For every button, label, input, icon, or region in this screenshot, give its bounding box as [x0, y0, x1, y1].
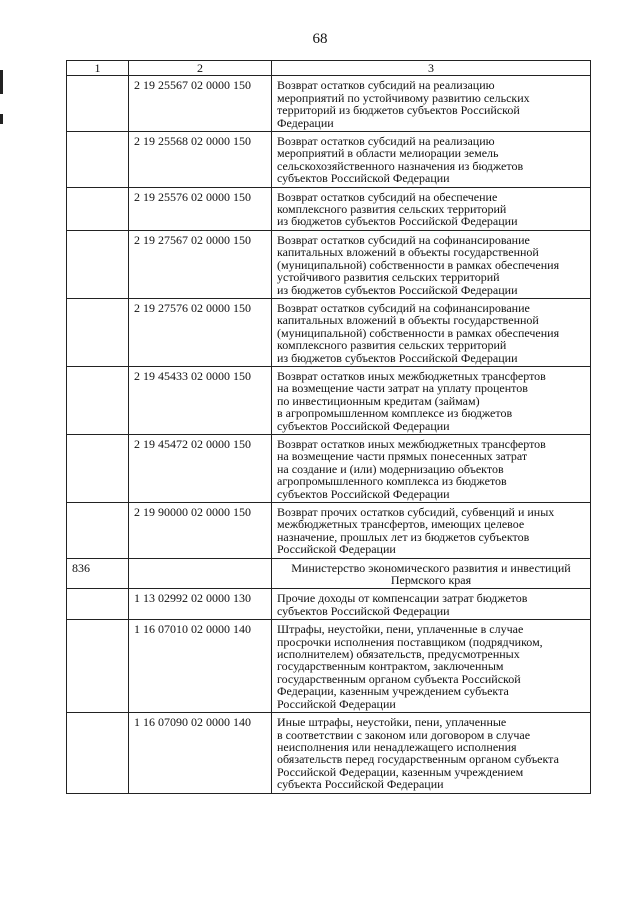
description-line: из бюджетов субъектов Российской Федерации — [277, 282, 518, 297]
description-line: (муниципальной) собственности в рамках обеспечения — [277, 325, 560, 340]
description-line: государственным контрактом, заключенным — [277, 659, 504, 674]
description-line: субъектов Российской Федерации — [277, 603, 450, 618]
budget-code-cell: 2 19 90000 02 0000 150 — [129, 503, 272, 559]
admin-code-cell — [67, 434, 129, 502]
admin-code-cell — [67, 713, 129, 793]
description-line: государственным органом субъекта Российской — [277, 671, 521, 686]
budget-codes-table — [66, 60, 591, 794]
description-cell — [272, 589, 591, 620]
table-header-row — [67, 61, 591, 76]
description-line: Возврат остатков иных межбюджетных трансфертов — [277, 436, 546, 451]
budget-code-cell: 1 13 02992 02 0000 130 — [129, 589, 272, 620]
admin-code-cell — [67, 76, 129, 132]
description-line: Возврат остатков субсидий на обеспечение — [277, 189, 498, 204]
column-header-1: 1 — [67, 61, 129, 76]
description-line: Российской Федерации — [277, 542, 396, 557]
budget-code-cell: 2 19 45433 02 0000 150 — [129, 366, 272, 434]
description-line: на возмещение части затрат на уплату процентов — [277, 381, 528, 396]
description-cell — [272, 620, 591, 713]
description-line: агропромышленного комплекса из бюджетов — [277, 474, 507, 489]
description-line: комплексного развития сельских территорий — [277, 202, 507, 217]
budget-code-cell: 2 19 25567 02 0000 150 — [129, 76, 272, 132]
description-line: Возврат остатков субсидий на реализацию — [277, 134, 495, 149]
description-line: из бюджетов субъектов Российской Федерации — [277, 214, 518, 229]
admin-code-cell — [67, 230, 129, 298]
description-cell — [272, 503, 591, 559]
description-cell — [272, 230, 591, 298]
description-line: комплексного развития сельских территорий — [277, 338, 507, 353]
description-line: Возврат прочих остатков субсидий, субвенций и иных — [277, 505, 555, 519]
description-line: Федерации, казенным учреждением субъекта — [277, 684, 509, 699]
description-line: исполнителем) обязательств, предусмотренных — [277, 647, 520, 662]
description-line: Возврат остатков субсидий на реализацию — [277, 78, 495, 93]
description-line: субъекта Российской Федерации — [277, 777, 444, 792]
budget-code-cell: 2 19 25568 02 0000 150 — [129, 132, 272, 188]
description-cell — [272, 76, 591, 132]
table-row — [67, 230, 591, 298]
budget-code-cell: 2 19 25576 02 0000 150 — [129, 187, 272, 230]
description-line: просрочки исполнения поставщиком (подрядчиком, — [277, 634, 543, 649]
table-row — [67, 620, 591, 713]
description-line: Пермского края — [390, 573, 472, 588]
description-line: из бюджетов субъектов Российской Федерации — [277, 350, 518, 365]
description-line: в агропромышленном комплексе из бюджетов — [277, 406, 513, 421]
budget-code-cell: 2 19 45472 02 0000 150 — [129, 434, 272, 502]
description-line: Российской Федерации, казенным учреждением — [277, 764, 524, 779]
table-body — [67, 76, 591, 793]
description-cell — [272, 558, 591, 589]
admin-code-cell — [67, 620, 129, 713]
description-line: устойчивого развития сельских территорий — [277, 270, 500, 285]
table-row — [67, 366, 591, 434]
description-line: Федерации — [277, 115, 334, 130]
admin-code-cell — [67, 503, 129, 559]
admin-code-cell — [67, 366, 129, 434]
description-cell — [272, 366, 591, 434]
admin-code-cell — [67, 298, 129, 366]
margin-binding-mark — [0, 114, 3, 124]
description-line: по инвестиционным кредитам (займам) — [277, 393, 480, 408]
margin-binding-mark — [0, 70, 3, 94]
table-row — [67, 558, 591, 589]
description-line: Российской Федерации — [277, 696, 396, 711]
description-line: Прочие доходы от компенсации затрат бюджетов — [277, 591, 528, 606]
description-line: Возврат остатков субсидий на софинансирование — [277, 300, 530, 315]
description-line: назначение, прошлых лет из бюджетов субъектов — [277, 529, 530, 544]
table-row — [67, 298, 591, 366]
description-line: неисполнения или ненадлежащего исполнения — [277, 739, 517, 754]
column-header-2: 2 — [129, 61, 272, 76]
description-line: территорий из бюджетов субъектов Российской — [277, 103, 520, 118]
description-cell — [272, 132, 591, 188]
table-row — [67, 434, 591, 502]
budget-code-cell: 2 19 27567 02 0000 150 — [129, 230, 272, 298]
description-line: Иные штрафы, неустойки, пени, уплаченные — [277, 715, 507, 730]
description-cell — [272, 298, 591, 366]
table-row — [67, 503, 591, 559]
budget-code-cell: 1 16 07090 02 0000 140 — [129, 713, 272, 793]
description-cell — [272, 434, 591, 502]
description-line: Министерство экономического развития и инвестиций — [291, 560, 571, 575]
description-line: межбюджетных трансфертов, имеющих целевое — [277, 517, 525, 532]
description-line: Возврат остатков иных межбюджетных трансфертов — [277, 368, 546, 383]
description-line: мероприятий в области мелиорации земель — [277, 146, 499, 161]
description-line: на возмещение части прямых понесенных затрат — [277, 449, 528, 464]
table-row — [67, 187, 591, 230]
description-line: субъектов Российской Федерации — [277, 486, 450, 501]
budget-code-cell: 2 19 27576 02 0000 150 — [129, 298, 272, 366]
admin-code-cell — [67, 589, 129, 620]
description-line: Штрафы, неустойки, пени, уплаченные в случае — [277, 622, 524, 637]
description-line: мероприятий по устойчивому развитию сельских — [277, 90, 530, 105]
column-header-3: 3 — [272, 61, 591, 76]
table-row — [67, 713, 591, 793]
budget-code-cell: 1 16 07010 02 0000 140 — [129, 620, 272, 713]
table-row — [67, 76, 591, 132]
admin-code-cell — [67, 132, 129, 188]
budget-code-cell — [129, 558, 272, 589]
description-line: в соответствии с законом или договором в случае — [277, 727, 531, 742]
description-line: (муниципальной) собственности в рамках обеспечения — [277, 257, 560, 272]
description-line: Возврат остатков субсидий на софинансирование — [277, 232, 530, 247]
description-line: капитальных вложений в объекты государственной — [277, 245, 539, 260]
description-cell — [272, 187, 591, 230]
description-line: субъектов Российской Федерации — [277, 171, 450, 186]
description-line: обязательств перед государственным органом субъекта — [277, 752, 559, 767]
description-line: на создание и (или) модернизацию объектов — [277, 461, 504, 476]
admin-code-cell — [67, 187, 129, 230]
table-row — [67, 132, 591, 188]
description-cell — [272, 713, 591, 793]
page-number: 68 — [312, 31, 328, 47]
table-row — [67, 589, 591, 620]
description-line: капитальных вложений в объекты государственной — [277, 313, 539, 328]
description-line: субъектов Российской Федерации — [277, 418, 450, 433]
admin-code-cell: 836 — [67, 558, 129, 589]
description-line: сельскохозяйственного назначения из бюджетов — [277, 158, 524, 173]
